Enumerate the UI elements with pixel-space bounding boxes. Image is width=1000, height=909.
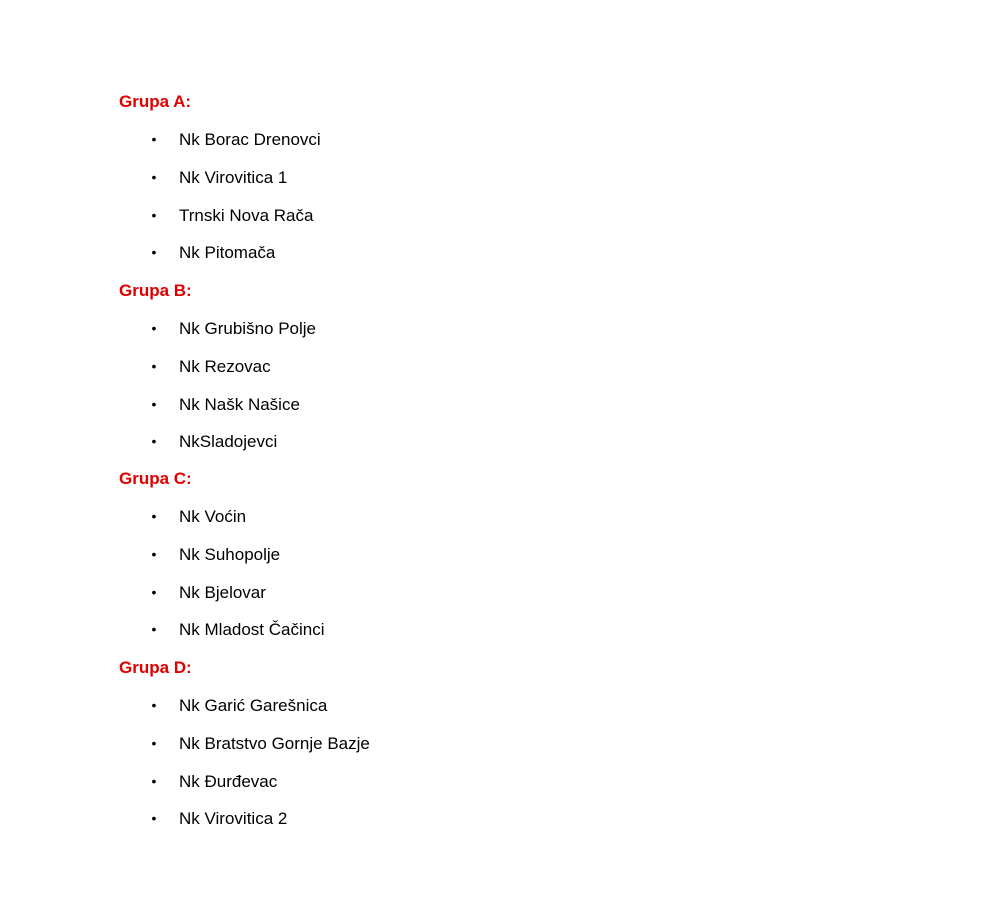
team-name: Nk Bjelovar: [179, 582, 266, 602]
bullet-icon: •: [151, 810, 157, 827]
bullet-icon: •: [151, 357, 157, 374]
list-item: [119, 159, 819, 197]
team-name: Nk Garić Garešnica: [179, 696, 328, 715]
team-name: Nk Suhopolje: [179, 544, 281, 564]
list-item: [119, 687, 819, 725]
group-c: [119, 460, 819, 649]
team-name: Nk Virovitica 1: [179, 167, 288, 187]
team-name: Nk Voćin: [179, 507, 247, 526]
bullet-icon: •: [151, 772, 157, 789]
bullet-icon: •: [151, 131, 157, 147]
list-item: [119, 197, 819, 235]
team-name: Nk Borac Drenovci: [179, 130, 321, 149]
group-heading: Grupa C:: [119, 469, 192, 488]
list-item: [119, 611, 819, 649]
bullet-icon: •: [151, 583, 157, 600]
group-d: [119, 649, 819, 838]
list-item: [119, 574, 819, 612]
team-name: NkSladojevci: [179, 432, 278, 452]
list-item: [119, 536, 819, 574]
list-item: [119, 423, 819, 461]
bullet-icon: •: [151, 508, 157, 524]
bullet-icon: •: [151, 621, 157, 638]
team-name: Nk Virovitica 2: [179, 809, 288, 829]
group-a: [119, 83, 819, 272]
team-list: [119, 121, 819, 272]
list-item: [119, 234, 819, 272]
team-name: Nk Đurđevac: [179, 771, 278, 791]
team-list: [119, 310, 819, 461]
list-item: [119, 386, 819, 424]
team-name: Nk Bratstvo Gornje Bazje: [179, 733, 370, 753]
group-heading: Grupa B:: [119, 281, 192, 300]
team-name: Nk Rezovac: [179, 356, 271, 376]
list-item: [119, 498, 819, 536]
list-item: [119, 348, 819, 386]
bullet-icon: •: [151, 206, 157, 223]
bullet-icon: •: [151, 168, 157, 185]
team-name: Nk Pitomača: [179, 243, 276, 263]
bullet-icon: •: [151, 697, 157, 713]
list-item: [119, 121, 819, 159]
group-b: [119, 272, 819, 461]
team-list: [119, 498, 819, 649]
team-name: Trnski Nova Rača: [179, 205, 314, 225]
bullet-icon: •: [151, 545, 157, 562]
team-list: [119, 687, 819, 838]
list-item: [119, 310, 819, 348]
bullet-icon: •: [151, 734, 157, 751]
bullet-icon: •: [151, 395, 157, 412]
group-heading: Grupa A:: [119, 92, 192, 111]
team-name: Nk Grubišno Polje: [179, 319, 317, 338]
list-item: [119, 763, 819, 801]
bullet-icon: •: [151, 244, 157, 261]
bullet-icon: •: [151, 320, 157, 336]
group-heading: Grupa D:: [119, 658, 192, 677]
team-name: Nk Našk Našice: [179, 394, 300, 414]
team-name: Nk Mladost Čačinci: [179, 620, 325, 640]
list-item: [119, 800, 819, 838]
bullet-icon: •: [151, 433, 157, 450]
list-item: [119, 725, 819, 763]
